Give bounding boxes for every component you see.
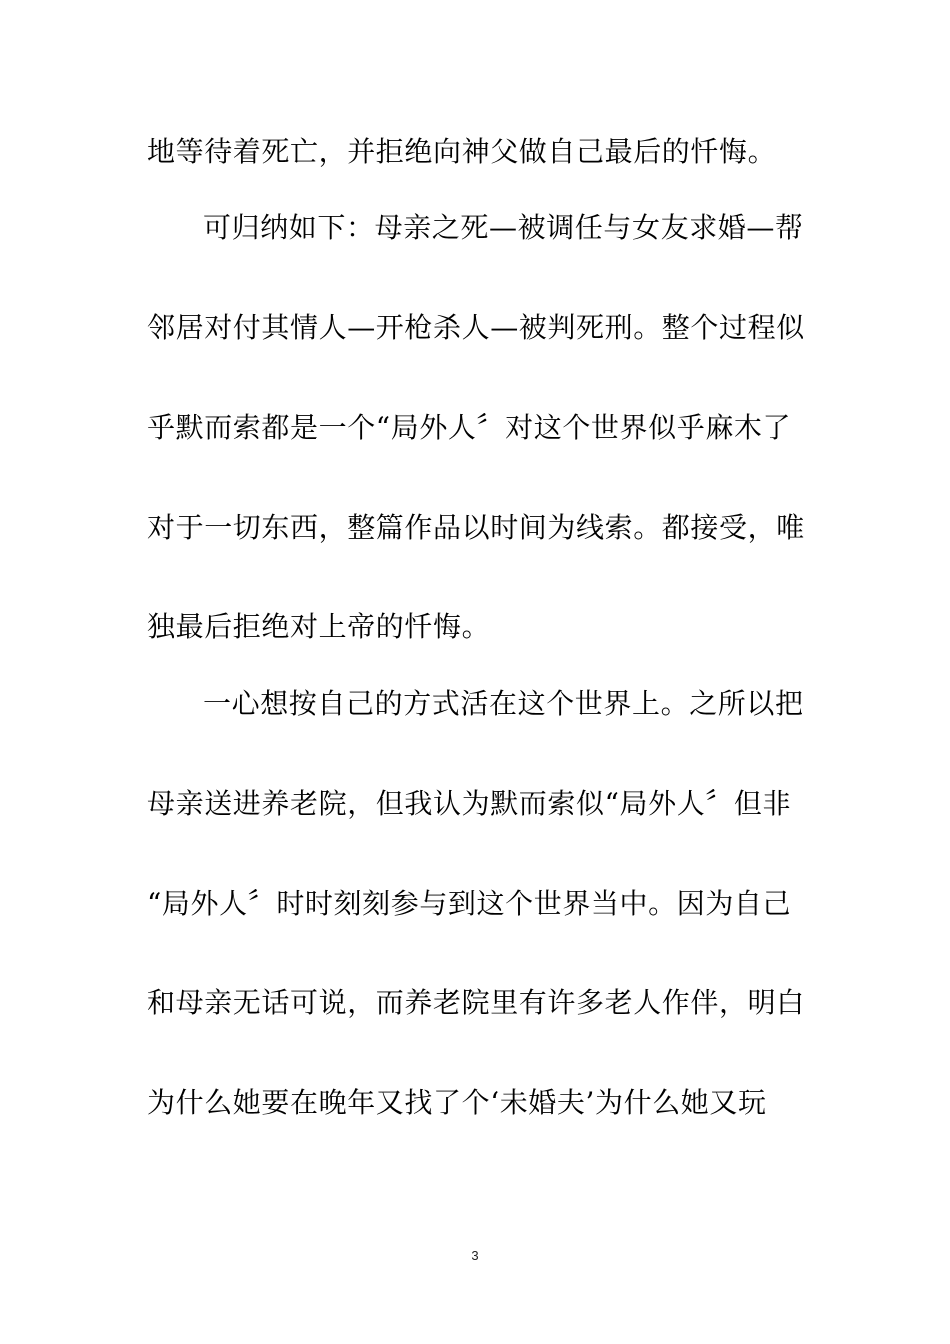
text-line: 邻居对付其情人—开枪杀人—被判死刑。整个过程似: [147, 311, 805, 344]
text-line: “局外人〞时时刻刻参与到这个世界当中。因为自己: [147, 887, 792, 920]
paragraph-start-line: 可归纳如下：母亲之死—被调任与女友求婚—帮: [203, 211, 804, 244]
page-number: 3: [471, 1248, 479, 1263]
text-line: 地等待着死亡，并拒绝向神父做自己最后的忏悔。: [147, 135, 777, 168]
text-line: 对于一切东西，整篇作品以时间为线索。都接受，唯: [147, 511, 805, 544]
text-line: 为什么她要在晚年又找了个‘未婚夫’为什么她又玩: [147, 1086, 767, 1119]
text-line: 乎默而索都是一个“局外人〞对这个世界似乎麻木了: [147, 411, 792, 444]
text-line: 独最后拒绝对上帝的忏悔。: [147, 610, 491, 643]
paragraph-start-line: 一心想按自己的方式活在这个世界上。之所以把: [203, 687, 804, 720]
text-line: 和母亲无话可说，而养老院里有许多老人作伴，明白: [147, 986, 805, 1019]
text-line: 母亲送进养老院，但我认为默而索似“局外人〞但非: [147, 787, 792, 820]
